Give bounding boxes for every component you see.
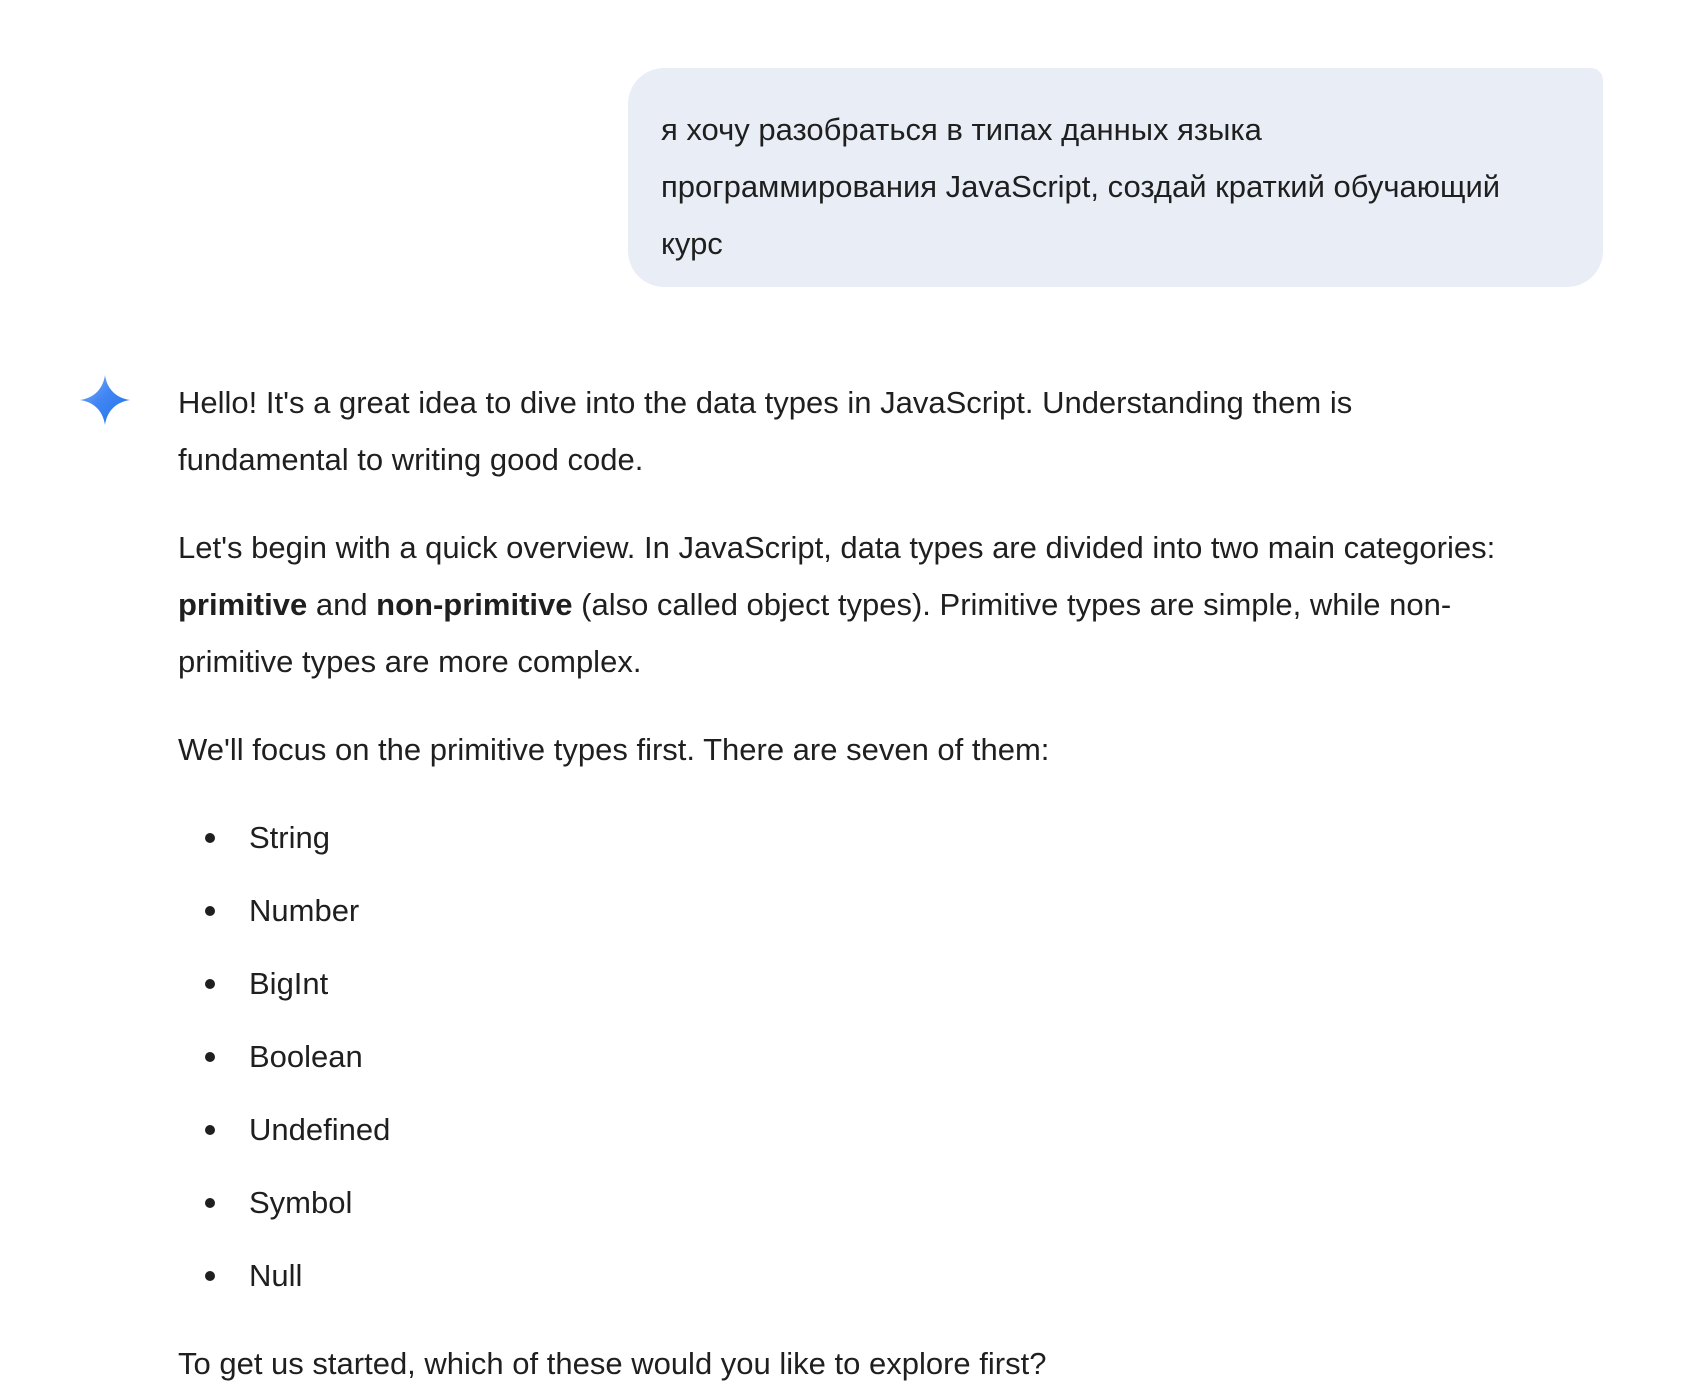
list-item-label: Undefined bbox=[249, 1112, 391, 1147]
list-item bbox=[178, 882, 1598, 939]
list-item bbox=[178, 1174, 1598, 1231]
non-primitive-term: non-primitive bbox=[376, 587, 573, 622]
list-item bbox=[178, 1247, 1598, 1304]
primitive-types-list bbox=[178, 809, 1598, 1304]
bullet-icon bbox=[205, 906, 215, 916]
bullet-icon bbox=[205, 1052, 215, 1062]
bullet-icon bbox=[205, 979, 215, 989]
bullet-icon bbox=[205, 1271, 215, 1281]
closing-question: To get us started, which of these would you like to explore first? bbox=[178, 1346, 1047, 1381]
overview-paragraph bbox=[178, 519, 1598, 690]
intro-paragraph bbox=[178, 374, 1598, 488]
gemini-sparkle-icon bbox=[80, 375, 130, 425]
intro-line: fundamental to writing good code. bbox=[178, 442, 644, 477]
list-item bbox=[178, 809, 1598, 866]
overview-line3: primitive types are more complex. bbox=[178, 644, 642, 679]
list-item-label: Null bbox=[249, 1258, 303, 1293]
overview-and: and bbox=[307, 587, 377, 622]
user-message-line: программирования JavaScript, создай краткий обучающий bbox=[661, 169, 1501, 204]
intro-line: Hello! It's a great idea to dive into the data types in JavaScript. Understanding them is bbox=[178, 385, 1353, 420]
list-item bbox=[178, 955, 1598, 1012]
list-item-label: Number bbox=[249, 893, 360, 928]
list-item bbox=[178, 1101, 1598, 1158]
user-message-line: я хочу разобраться в типах данных языка bbox=[661, 112, 1262, 147]
bullet-icon bbox=[205, 1125, 215, 1135]
user-message-bubble bbox=[628, 68, 1603, 287]
list-item-label: Boolean bbox=[249, 1039, 363, 1074]
assistant-response bbox=[178, 374, 1598, 1392]
bullet-icon bbox=[205, 833, 215, 843]
overview-tail: (also called object types). Primitive types are simple, while non- bbox=[572, 587, 1452, 622]
list-item-label: Symbol bbox=[249, 1185, 353, 1220]
list-item-label: String bbox=[249, 820, 330, 855]
list-item-label: BigInt bbox=[249, 966, 329, 1001]
focus-paragraph: We'll focus on the primitive types first. There are seven of them: bbox=[178, 732, 1050, 767]
primitive-term: primitive bbox=[178, 587, 308, 622]
bullet-icon bbox=[205, 1198, 215, 1208]
overview-lead: Let's begin with a quick overview. In JavaScript, data types are divided into two main categories: bbox=[178, 530, 1496, 565]
list-item bbox=[178, 1028, 1598, 1085]
user-message-line: курс bbox=[661, 226, 723, 261]
